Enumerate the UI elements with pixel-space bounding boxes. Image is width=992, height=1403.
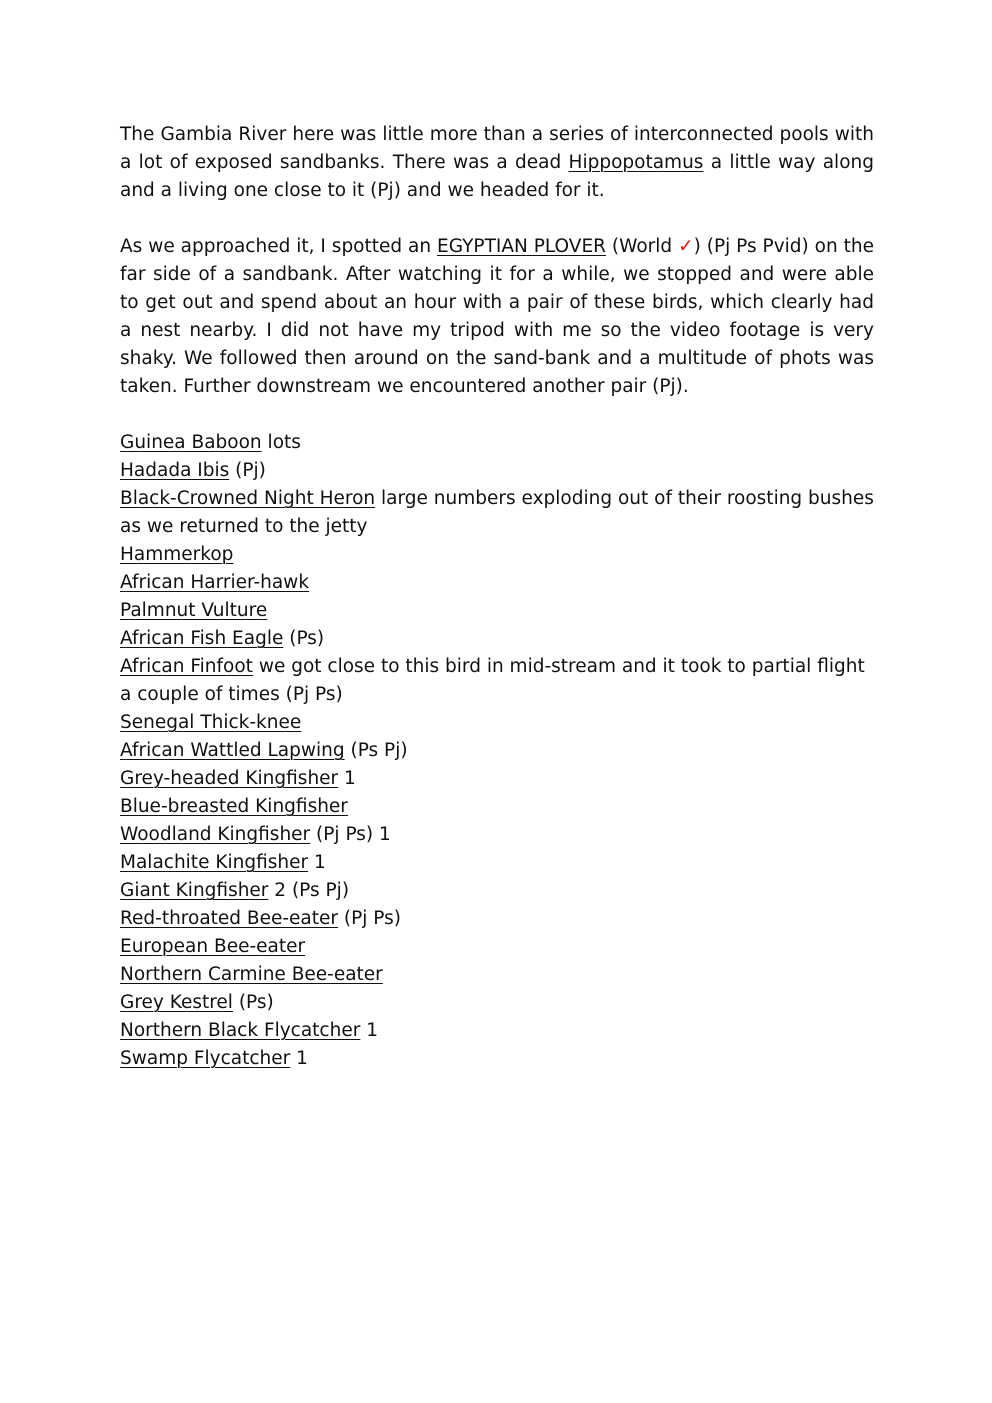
species-note: (Ps Pj) xyxy=(344,740,408,761)
species-link[interactable]: European Bee-eater xyxy=(120,936,306,957)
species-item xyxy=(120,877,874,905)
species-link[interactable]: Red-throated Bee-eater xyxy=(120,908,339,929)
species-note: 2 (Ps Pj) xyxy=(268,880,350,901)
intro-text-end: a little way along and a living one close to it (Pj) and we headed for it. xyxy=(120,152,874,201)
hippopotamus-link[interactable]: Hippopotamus xyxy=(568,152,704,173)
species-link[interactable]: African Finfoot xyxy=(120,656,253,677)
species-list xyxy=(120,429,874,1073)
species-link[interactable]: African Fish Eagle xyxy=(120,628,284,649)
species-item xyxy=(120,793,874,821)
species-item xyxy=(120,485,874,541)
intro-paragraph xyxy=(120,121,874,205)
species-item xyxy=(120,933,874,961)
species-note: (Pj) xyxy=(229,460,266,481)
species-item xyxy=(120,961,874,989)
species-note: (Ps) xyxy=(232,992,274,1013)
species-link[interactable]: Northern Carmine Bee-eater xyxy=(120,964,383,985)
species-note: we got close to this bird in mid-stream and it took to partial flight a couple of times (Pj Ps) xyxy=(120,656,865,705)
plover-paragraph xyxy=(120,233,874,401)
species-item xyxy=(120,989,874,1017)
species-note: 1 xyxy=(360,1020,378,1041)
species-note: (Pj Ps) xyxy=(338,908,401,929)
species-item xyxy=(120,737,874,765)
species-link[interactable]: Guinea Baboon xyxy=(120,432,262,453)
plover-text-start: As we approached it, I spotted an xyxy=(120,236,438,257)
world-label: (World xyxy=(606,236,679,257)
species-item xyxy=(120,1017,874,1045)
species-item xyxy=(120,457,874,485)
species-link[interactable]: Woodland Kingfisher xyxy=(120,824,311,845)
species-link[interactable]: African Harrier-hawk xyxy=(120,572,310,593)
species-item xyxy=(120,905,874,933)
species-link[interactable]: African Wattled Lapwing xyxy=(120,740,345,761)
species-note: lots xyxy=(261,432,301,453)
species-item xyxy=(120,765,874,793)
species-link[interactable]: Malachite Kingfisher xyxy=(120,852,309,873)
plover-text-end: ) (Pj Ps Pvid) on the far side of a sandbank. After watching it for a while, we stopped and were able to get out and spend about an hour with a pair of these birds, which clearly had a nest nearby. I did not have my tripod with me so the video footage is very shaky. We followed then around on the sand-bank and a multitude of phots was taken. Further downstream we encountered another pair (Pj). xyxy=(120,236,874,397)
species-note: 1 xyxy=(290,1048,308,1069)
species-item xyxy=(120,541,874,569)
species-note: (Pj Ps) 1 xyxy=(310,824,391,845)
species-link[interactable]: Grey Kestrel xyxy=(120,992,233,1013)
species-note: large numbers exploding out of their roosting bushes as we returned to the jetty xyxy=(120,488,874,537)
intro-text-start: The Gambia River here was little more than a series of interconnected pools with a lot of exposed sandbanks. There was a dead xyxy=(120,124,874,173)
species-item xyxy=(120,429,874,457)
species-link[interactable]: Hammerkop xyxy=(120,544,234,565)
species-link[interactable]: Blue-breasted Kingfisher xyxy=(120,796,348,817)
species-link[interactable]: Senegal Thick-knee xyxy=(120,712,302,733)
species-link[interactable]: Northern Black Flycatcher xyxy=(120,1020,361,1041)
species-item xyxy=(120,625,874,653)
egyptian-plover-link[interactable]: EGYPTIAN PLOVER xyxy=(437,236,606,257)
species-link[interactable]: Swamp Flycatcher xyxy=(120,1048,291,1069)
species-note: (Ps) xyxy=(283,628,325,649)
species-note: 1 xyxy=(338,768,356,789)
species-item xyxy=(120,849,874,877)
species-item xyxy=(120,821,874,849)
document-page xyxy=(120,121,874,1073)
species-link[interactable]: Black-Crowned Night Heron xyxy=(120,488,376,509)
species-link[interactable]: Giant Kingfisher xyxy=(120,880,269,901)
species-item xyxy=(120,653,874,709)
species-item xyxy=(120,709,874,737)
species-item xyxy=(120,597,874,625)
species-item xyxy=(120,1045,874,1073)
species-link[interactable]: Hadada Ibis xyxy=(120,460,230,481)
red-checkmark-icon: ✓ xyxy=(678,236,694,257)
species-item xyxy=(120,569,874,597)
species-note: 1 xyxy=(308,852,326,873)
species-link[interactable]: Grey-headed Kingfisher xyxy=(120,768,339,789)
species-link[interactable]: Palmnut Vulture xyxy=(120,600,268,621)
